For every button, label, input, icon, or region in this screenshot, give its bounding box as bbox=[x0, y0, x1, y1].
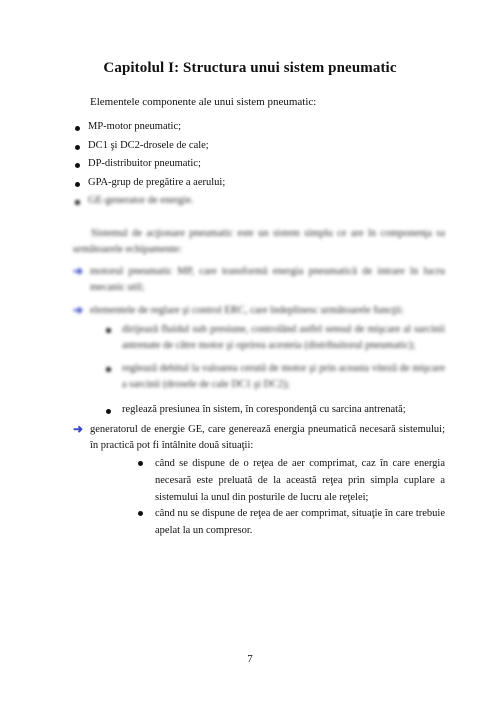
bullet-icon bbox=[138, 461, 143, 466]
bullet-icon bbox=[75, 200, 80, 205]
intro-paragraph: Sistemul de acţionare pneumatic este un sistem simplu ce are în componenţa sa următoarele echipamente: bbox=[73, 228, 445, 255]
sub-item: reglează presiunea în sistem, în corespondenţă cu sarcina antrenată; bbox=[122, 404, 406, 415]
bullet-icon bbox=[106, 328, 111, 333]
sub-item: reglează debitul la valoarea cerută de motor şi prin aceasta viteză de mişcare a sarcinii (drosele de cale DC1 şi DC2); bbox=[122, 363, 445, 390]
chapter-title: Capitolul I: Structura unui sistem pneumatic bbox=[103, 60, 397, 76]
bullet-icon bbox=[75, 145, 80, 150]
bullet-icon bbox=[106, 367, 111, 372]
bullet-icon bbox=[106, 409, 111, 414]
list-item: MP-motor pneumatic; bbox=[73, 121, 225, 140]
bullet-icon bbox=[75, 182, 80, 187]
list-item: GE-generator de energie. bbox=[73, 195, 225, 214]
bullet-icon bbox=[75, 163, 80, 168]
situation-item: când se dispune de o reţea de aer comprimat, caz în care energia necesară este preluată de la această reţea prin simpla cuplare a sistemului la unul din posturile de lucru ale reţelei; bbox=[155, 458, 445, 503]
list-item: DP-distribuitor pneumatic; bbox=[73, 158, 225, 177]
motor-item: motorul pneumatic MP, care transformă energia pneumatică de intrare în lucru mecanic util; bbox=[90, 266, 445, 293]
page-number: 7 bbox=[247, 653, 253, 665]
list-item: DC1 şi DC2-drosele de cale; bbox=[73, 140, 225, 159]
arrow-bullet-icon: ➜ bbox=[73, 422, 84, 436]
situation-item: când nu se dispune de reţea de aer comprimat, situaţie în care trebuie apelat la un compresor. bbox=[155, 508, 445, 536]
control-item: elementele de reglare şi control ERC, care îndeplinesc următoarele funcţii: bbox=[90, 305, 404, 316]
arrow-bullet-icon: ➜ bbox=[73, 264, 84, 278]
list-item: GPA-grup de pregătire a aerului; bbox=[73, 177, 225, 196]
arrow-bullet-icon: ➜ bbox=[73, 303, 84, 317]
sub-item: dirijează fluidul sub presiune, controlând astfel sensul de mişcare al sarcinii antrenate de către motor şi oprirea acesteia (distribuitorul pneumatic); bbox=[122, 324, 445, 351]
components-list bbox=[73, 121, 225, 214]
bullet-icon bbox=[75, 126, 80, 131]
bullet-icon bbox=[138, 511, 143, 516]
intro-text: Elementele componente ale unui sistem pneumatic: bbox=[90, 96, 317, 108]
generator-item: generatorul de energie GE, care generează energia pneumatică necesară sistemului; în practică pot fi întâlnite două situaţii: bbox=[90, 424, 445, 451]
